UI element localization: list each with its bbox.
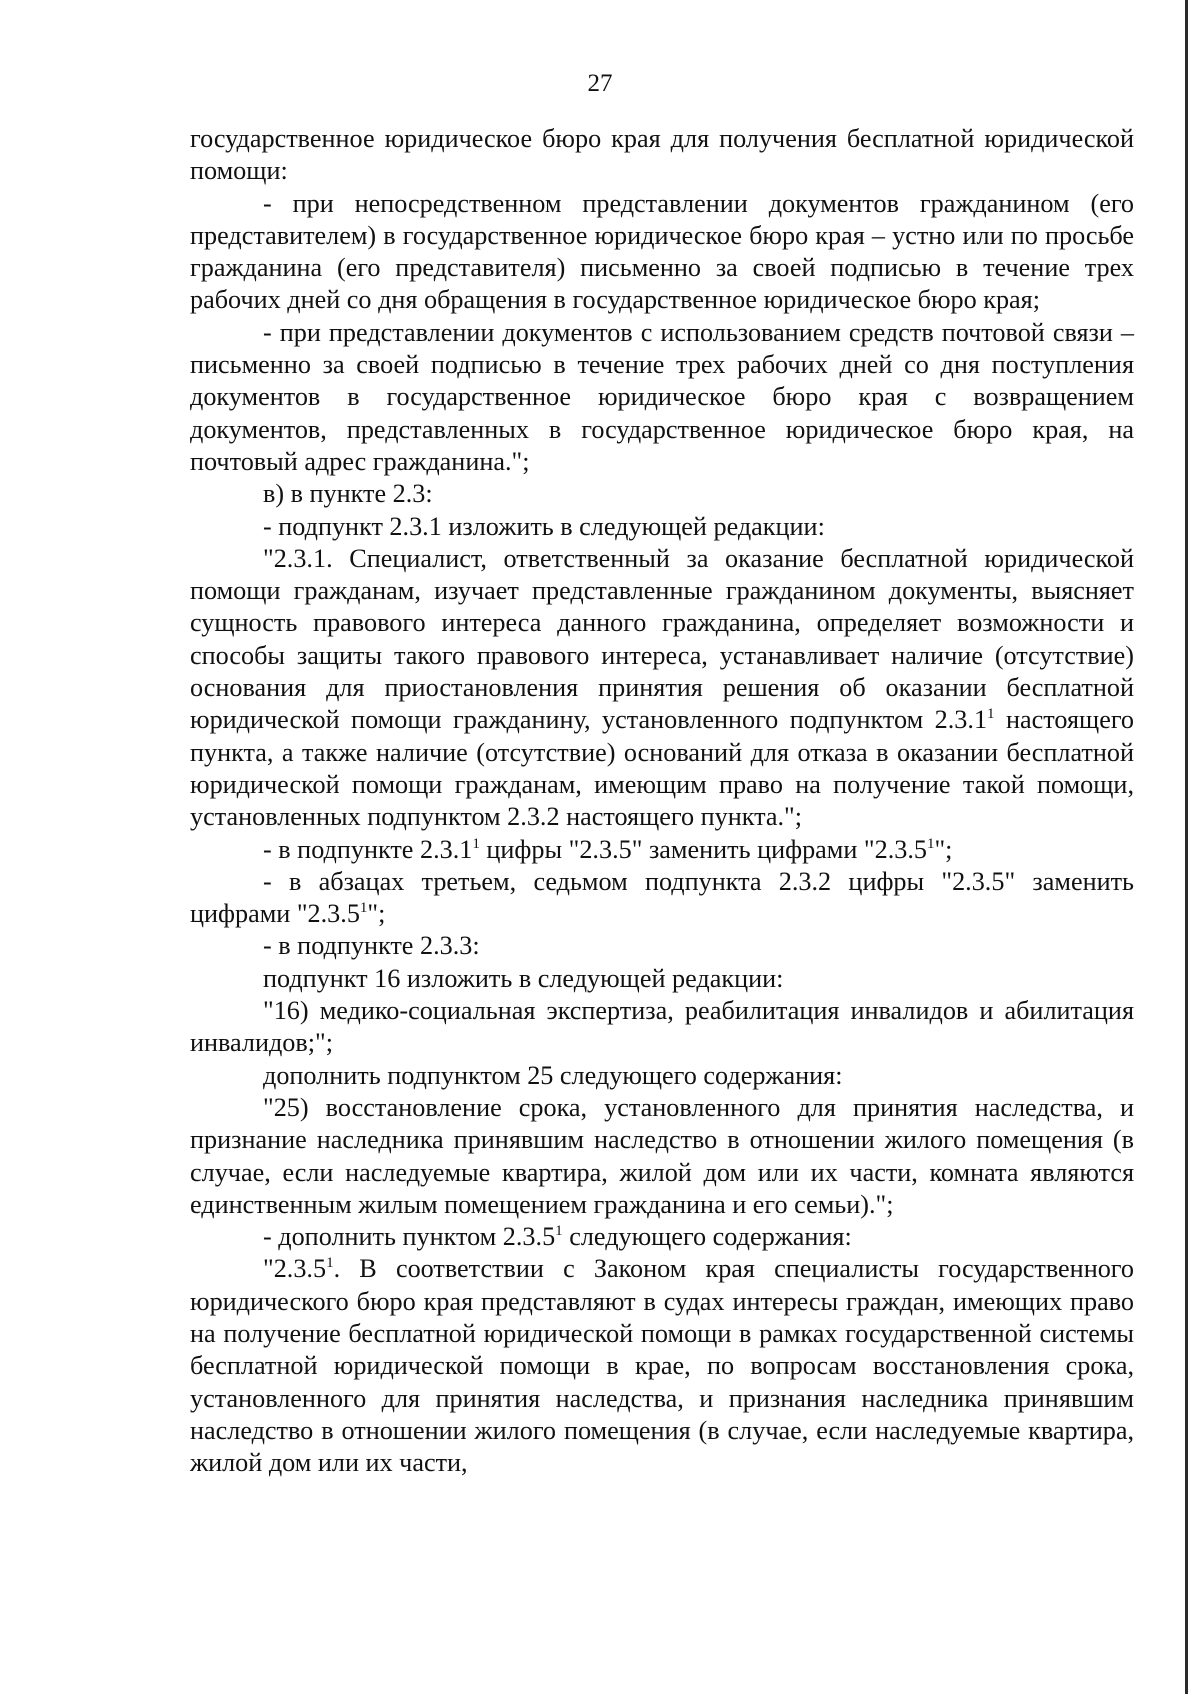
- paragraph-6: [190, 543, 1134, 834]
- paragraph-15: [190, 1253, 1134, 1479]
- paragraph-7-text-a: - в подпункте 2.3.1: [263, 834, 473, 864]
- paragraph-4: в) в пункте 2.3:: [263, 479, 433, 509]
- paragraph-14: [190, 1221, 1134, 1253]
- page-number: 27: [587, 70, 613, 97]
- paragraph-15-text-b: . В соответствии с Законом края специалисты государственного юридического бюро края представляют в судах интересы граждан, имеющих право на получение бесплатной юридической помощи в рамках государственной системы бесплатной юридической помощи в крае, по вопросам восстановления срока, установленного для принятия наследства, и признания наследника принявшим наследство в отношении жилого помещения (в случае, если наследуемые квартира, жилой дом или их части,: [190, 1254, 1134, 1478]
- paragraph-8-text-b: ";: [367, 899, 386, 929]
- superscript: 1: [555, 1223, 563, 1240]
- paragraph-14-text-a: - дополнить пунктом 2.3.5: [263, 1222, 556, 1252]
- scan-edge-line: [1185, 0, 1188, 1694]
- paragraph-5: - подпункт 2.3.1 изложить в следующей редакции:: [263, 511, 825, 541]
- paragraph-10: подпункт 16 изложить в следующей редакции:: [263, 963, 784, 993]
- superscript: 1: [326, 1255, 334, 1272]
- paragraph-8: [190, 866, 1134, 931]
- paragraph-2: - при непосредственном представлении документов гражданином (его представителем) в государственное юридическое бюро края – устно или по просьбе гражданина (его представителя) письменно за своей подписью в течение трех рабочих дней со дня обращения в государственное юридическое бюро края;: [190, 188, 1134, 315]
- paragraph-11: "16) медико-социальная экспертиза, реабилитация инвалидов и абилитация инвалидов;";: [190, 996, 1134, 1058]
- paragraph-3: - при представлении документов с использованием средств почтовой связи – письменно за своей подписью в течение трех рабочих дней со дня поступления документов в государственное юридическое бюро края с возвращением документов, представленных в государственное юридическое бюро края, на почтовый адрес гражданина.";: [190, 317, 1134, 476]
- paragraph-14-text-b: следующего содержания:: [562, 1222, 852, 1252]
- superscript: 1: [359, 900, 368, 917]
- paragraph-6-text-b: настоящего пункта, а также наличие (отсутствие) оснований для отказа в оказании бесплатной юридической помощи гражданам, имеющим право на получение такой помощи, установленных подпунктом 2.3.2 настоящего пункта.";: [190, 705, 1134, 832]
- paragraph-12: дополнить подпунктом 25 следующего содержания:: [263, 1060, 843, 1090]
- paragraph-13: "25) восстановление срока, установленного для принятия наследства, и признание наследника принявшим наследство в отношении жилого помещения (в случае, если наследуемые квартира, жилой дом или их части, комната являются единственным жилым помещением гражданина и его семьи).";: [190, 1092, 1134, 1219]
- paragraph-7-text-c: ";: [934, 834, 953, 864]
- paragraph-6-text-a: "2.3.1. Специалист, ответственный за оказание бесплатной юридической помощи гражданам, изучает представленные гражданином документы, выясняет сущность правового интереса данного гражданина, определяет возможности и способы защиты такого правового интереса, устанавливает наличие (отсутствие) основания для приостановления принятия решения об оказании бесплатной юридической помощи гражданину, установленного подпунктом 2.3.1: [190, 543, 1134, 735]
- document-body: [190, 123, 1134, 1479]
- paragraph-1: государственное юридическое бюро края для получения бесплатной юридической помощи:: [190, 124, 1134, 186]
- paragraph-7-text-b: цифры "2.3.5" заменить цифрами "2.3.5: [479, 834, 927, 864]
- paragraph-7: [190, 834, 1134, 866]
- paragraph-15-text-a: "2.3.5: [263, 1254, 327, 1284]
- paragraph-8-text-a: - в абзацах третьем, седьмом подпункта 2.3.2 цифры "2.3.5" заменить цифрами "2.3.5: [190, 866, 1134, 929]
- superscript: 1: [987, 706, 995, 723]
- superscript: 1: [926, 835, 935, 852]
- paragraph-9: - в подпункте 2.3.3:: [263, 931, 480, 961]
- superscript: 1: [472, 835, 480, 852]
